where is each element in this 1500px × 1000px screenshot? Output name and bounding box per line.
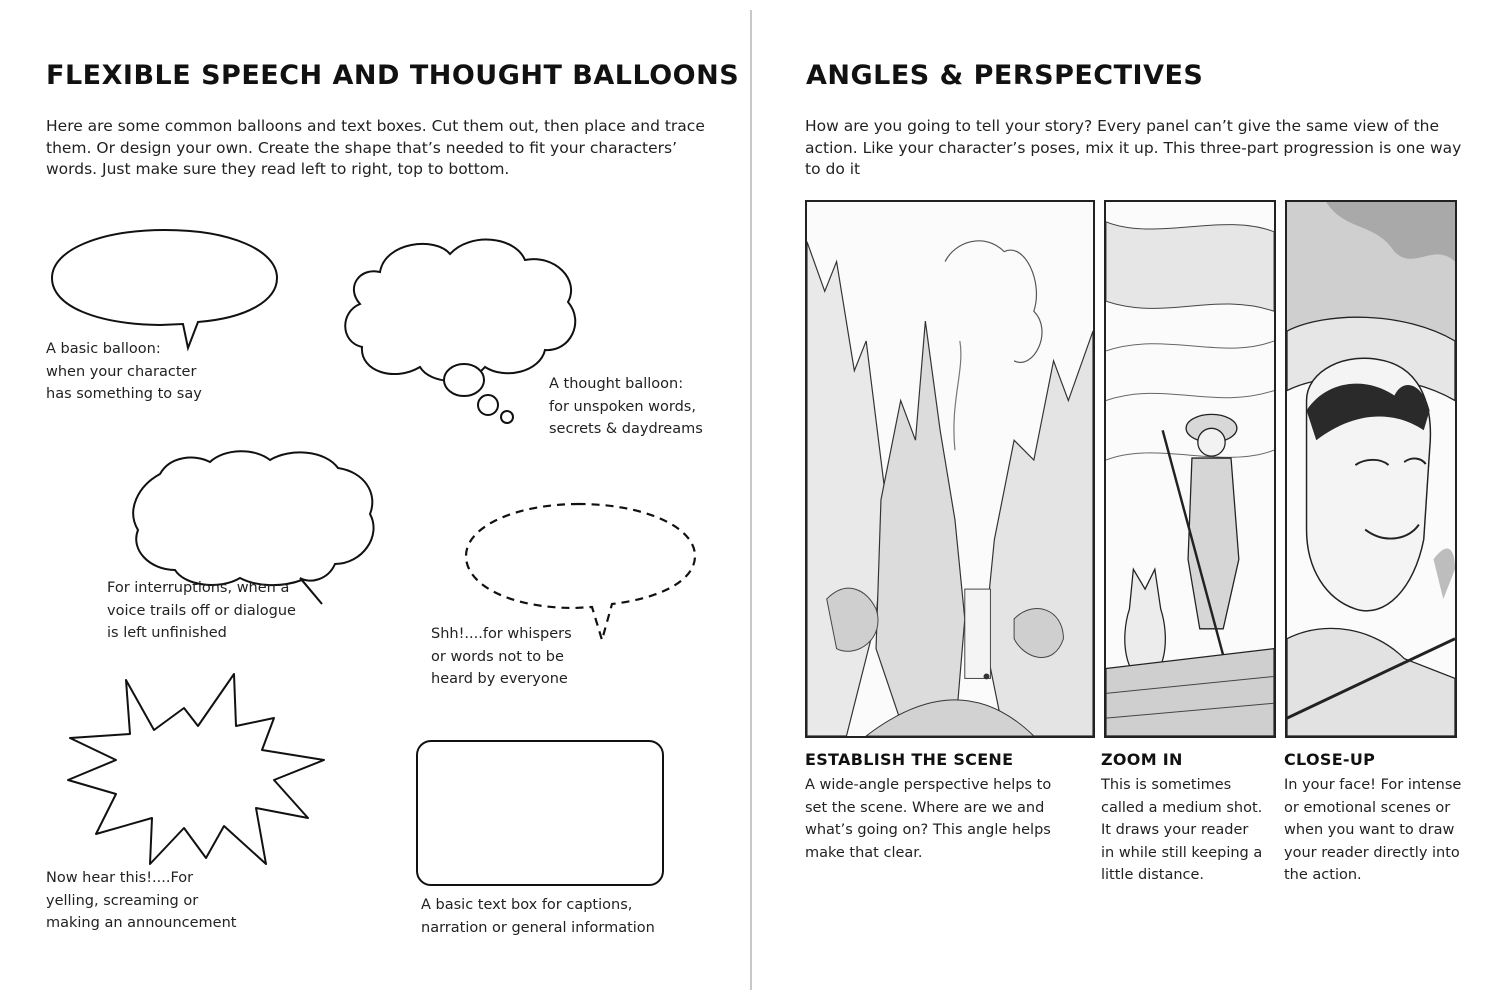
medium-shot-panel	[1104, 200, 1276, 738]
establishing-shot-panel	[805, 200, 1095, 738]
left-page-heading: FLEXIBLE SPEECH AND THOUGHT BALLOONS	[46, 60, 740, 91]
close-up-title: CLOSE-UP	[1284, 750, 1376, 769]
establishing-shot-title: ESTABLISH THE SCENE	[805, 750, 1014, 769]
left-page-intro: Here are some common balloons and text boxes. Cut them out, then place and trace them. Or design your own. Create the shape that’s needed to fit your characters’ words. Just make sure they read left to right, top to bottom.	[46, 117, 705, 178]
canyon-illustration	[807, 202, 1093, 736]
text-box-caption: A basic text box for captions, narration or general information	[421, 897, 655, 936]
burst-balloon	[66, 668, 328, 868]
thought-balloon-caption: A thought balloon: for unspoken words, secrets & daydreams	[549, 376, 703, 437]
rafting-traveler-illustration	[1106, 202, 1274, 736]
close-up-face-illustration	[1287, 202, 1455, 736]
zoom-in-text: This is sometimes called a medium shot. It draws your reader in while still keeping a little distance.	[1101, 777, 1263, 883]
interruption-balloon-caption: For interruptions, when a voice trails off or dialogue is left unfinished	[107, 580, 296, 641]
close-up-text: In your face! For intense or emotional scenes or when you want to draw your reader directly into the action.	[1284, 777, 1462, 883]
close-up-panel	[1285, 200, 1457, 738]
caption-text-box	[415, 739, 667, 889]
right-page-heading: ANGLES & PERSPECTIVES	[806, 60, 1204, 91]
basic-balloon-caption: A basic balloon: when your character has something to say	[46, 341, 202, 402]
right-page-intro: How are you going to tell your story? Every panel can’t give the same view of the action. Like your character’s poses, mix it up. This three-part progression is one way to do it	[805, 117, 1462, 178]
burst-balloon-caption: Now hear this!....For yelling, screaming or making an announcement	[46, 870, 237, 931]
zoom-in-title: ZOOM IN	[1101, 750, 1183, 769]
whisper-balloon-caption: Shh!....for whispers or words not to be heard by everyone	[431, 626, 572, 687]
basic-speech-balloon	[48, 226, 283, 356]
right-page	[752, 0, 1500, 1000]
establishing-shot-text: A wide-angle perspective helps to set the scene. Where are we and what’s going on? This angle helps make that clear.	[805, 777, 1052, 861]
